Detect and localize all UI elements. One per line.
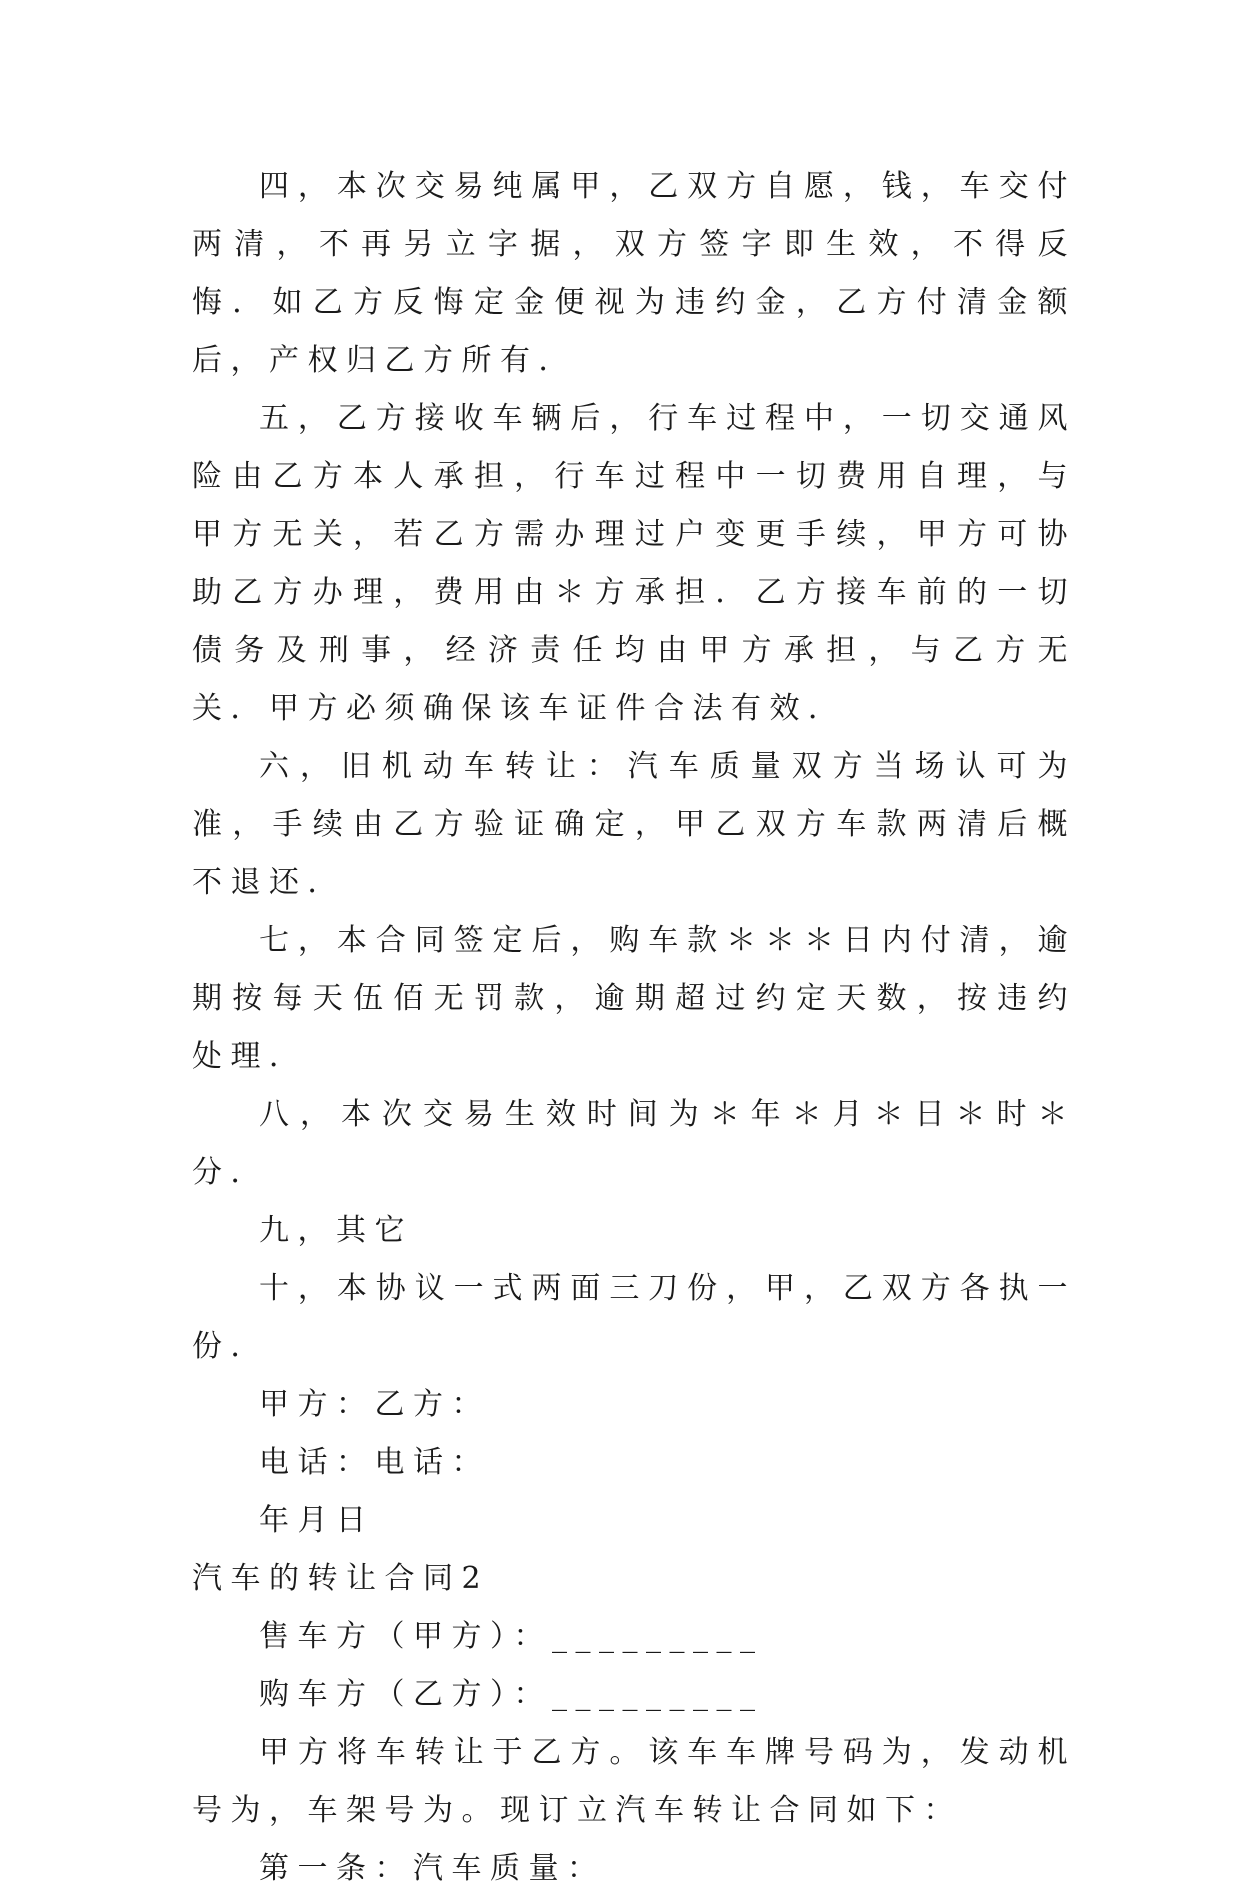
article-one: 第一条：汽车质量： bbox=[259, 1851, 606, 1886]
buyer-line: 购车方（乙方）：_________ bbox=[259, 1677, 764, 1712]
party-phones: 电话：电话： bbox=[259, 1445, 490, 1480]
clause-nine: 九，其它 bbox=[259, 1213, 413, 1248]
clause-four: 四，本次交易纯属甲，乙双方自愿，钱，车交付两清，不再另立字据，双方签字即生效，不得反悔．如乙方反悔定金便视为违约金，乙方付清金额后，产权归乙方所有． bbox=[192, 169, 1076, 378]
signing-date: 年月日 bbox=[259, 1503, 375, 1538]
clause-five: 五，乙方接收车辆后，行车过程中，一切交通风险由乙方本人承担，行车过程中一切费用自理，与甲方无关，若乙方需办理过户变更手续，甲方可协助乙方办理，费用由＊方承担．乙方接车前的一切债务及刑事，经济责任均由甲方承担，与乙方无关．甲方必须确保该车证件合法有效． bbox=[192, 401, 1076, 726]
clause-six: 六，旧机动车转让：汽车质量双方当场认可为准，手续由乙方验证确定，甲乙双方车款两清后概不退还． bbox=[192, 749, 1076, 900]
party-signatures: 甲方：乙方： bbox=[259, 1387, 490, 1422]
section-title: 汽车的转让合同2 bbox=[192, 1561, 490, 1596]
clause-ten: 十，本协议一式两面三刀份，甲，乙双方各执一份． bbox=[192, 1271, 1076, 1364]
clause-seven: 七，本合同签定后，购车款＊＊＊日内付清，逾期按每天伍佰无罚款，逾期超过约定天数，按违约处理． bbox=[192, 923, 1076, 1074]
transfer-paragraph: 甲方将车转让于乙方。该车车牌号码为，发动机号为，车架号为。现订立汽车转让合同如下： bbox=[192, 1735, 1076, 1828]
document-body bbox=[192, 158, 1076, 1898]
clause-eight: 八，本次交易生效时间为＊年＊月＊日＊时＊分． bbox=[192, 1097, 1076, 1190]
seller-line: 售车方（甲方）：_________ bbox=[259, 1619, 764, 1654]
